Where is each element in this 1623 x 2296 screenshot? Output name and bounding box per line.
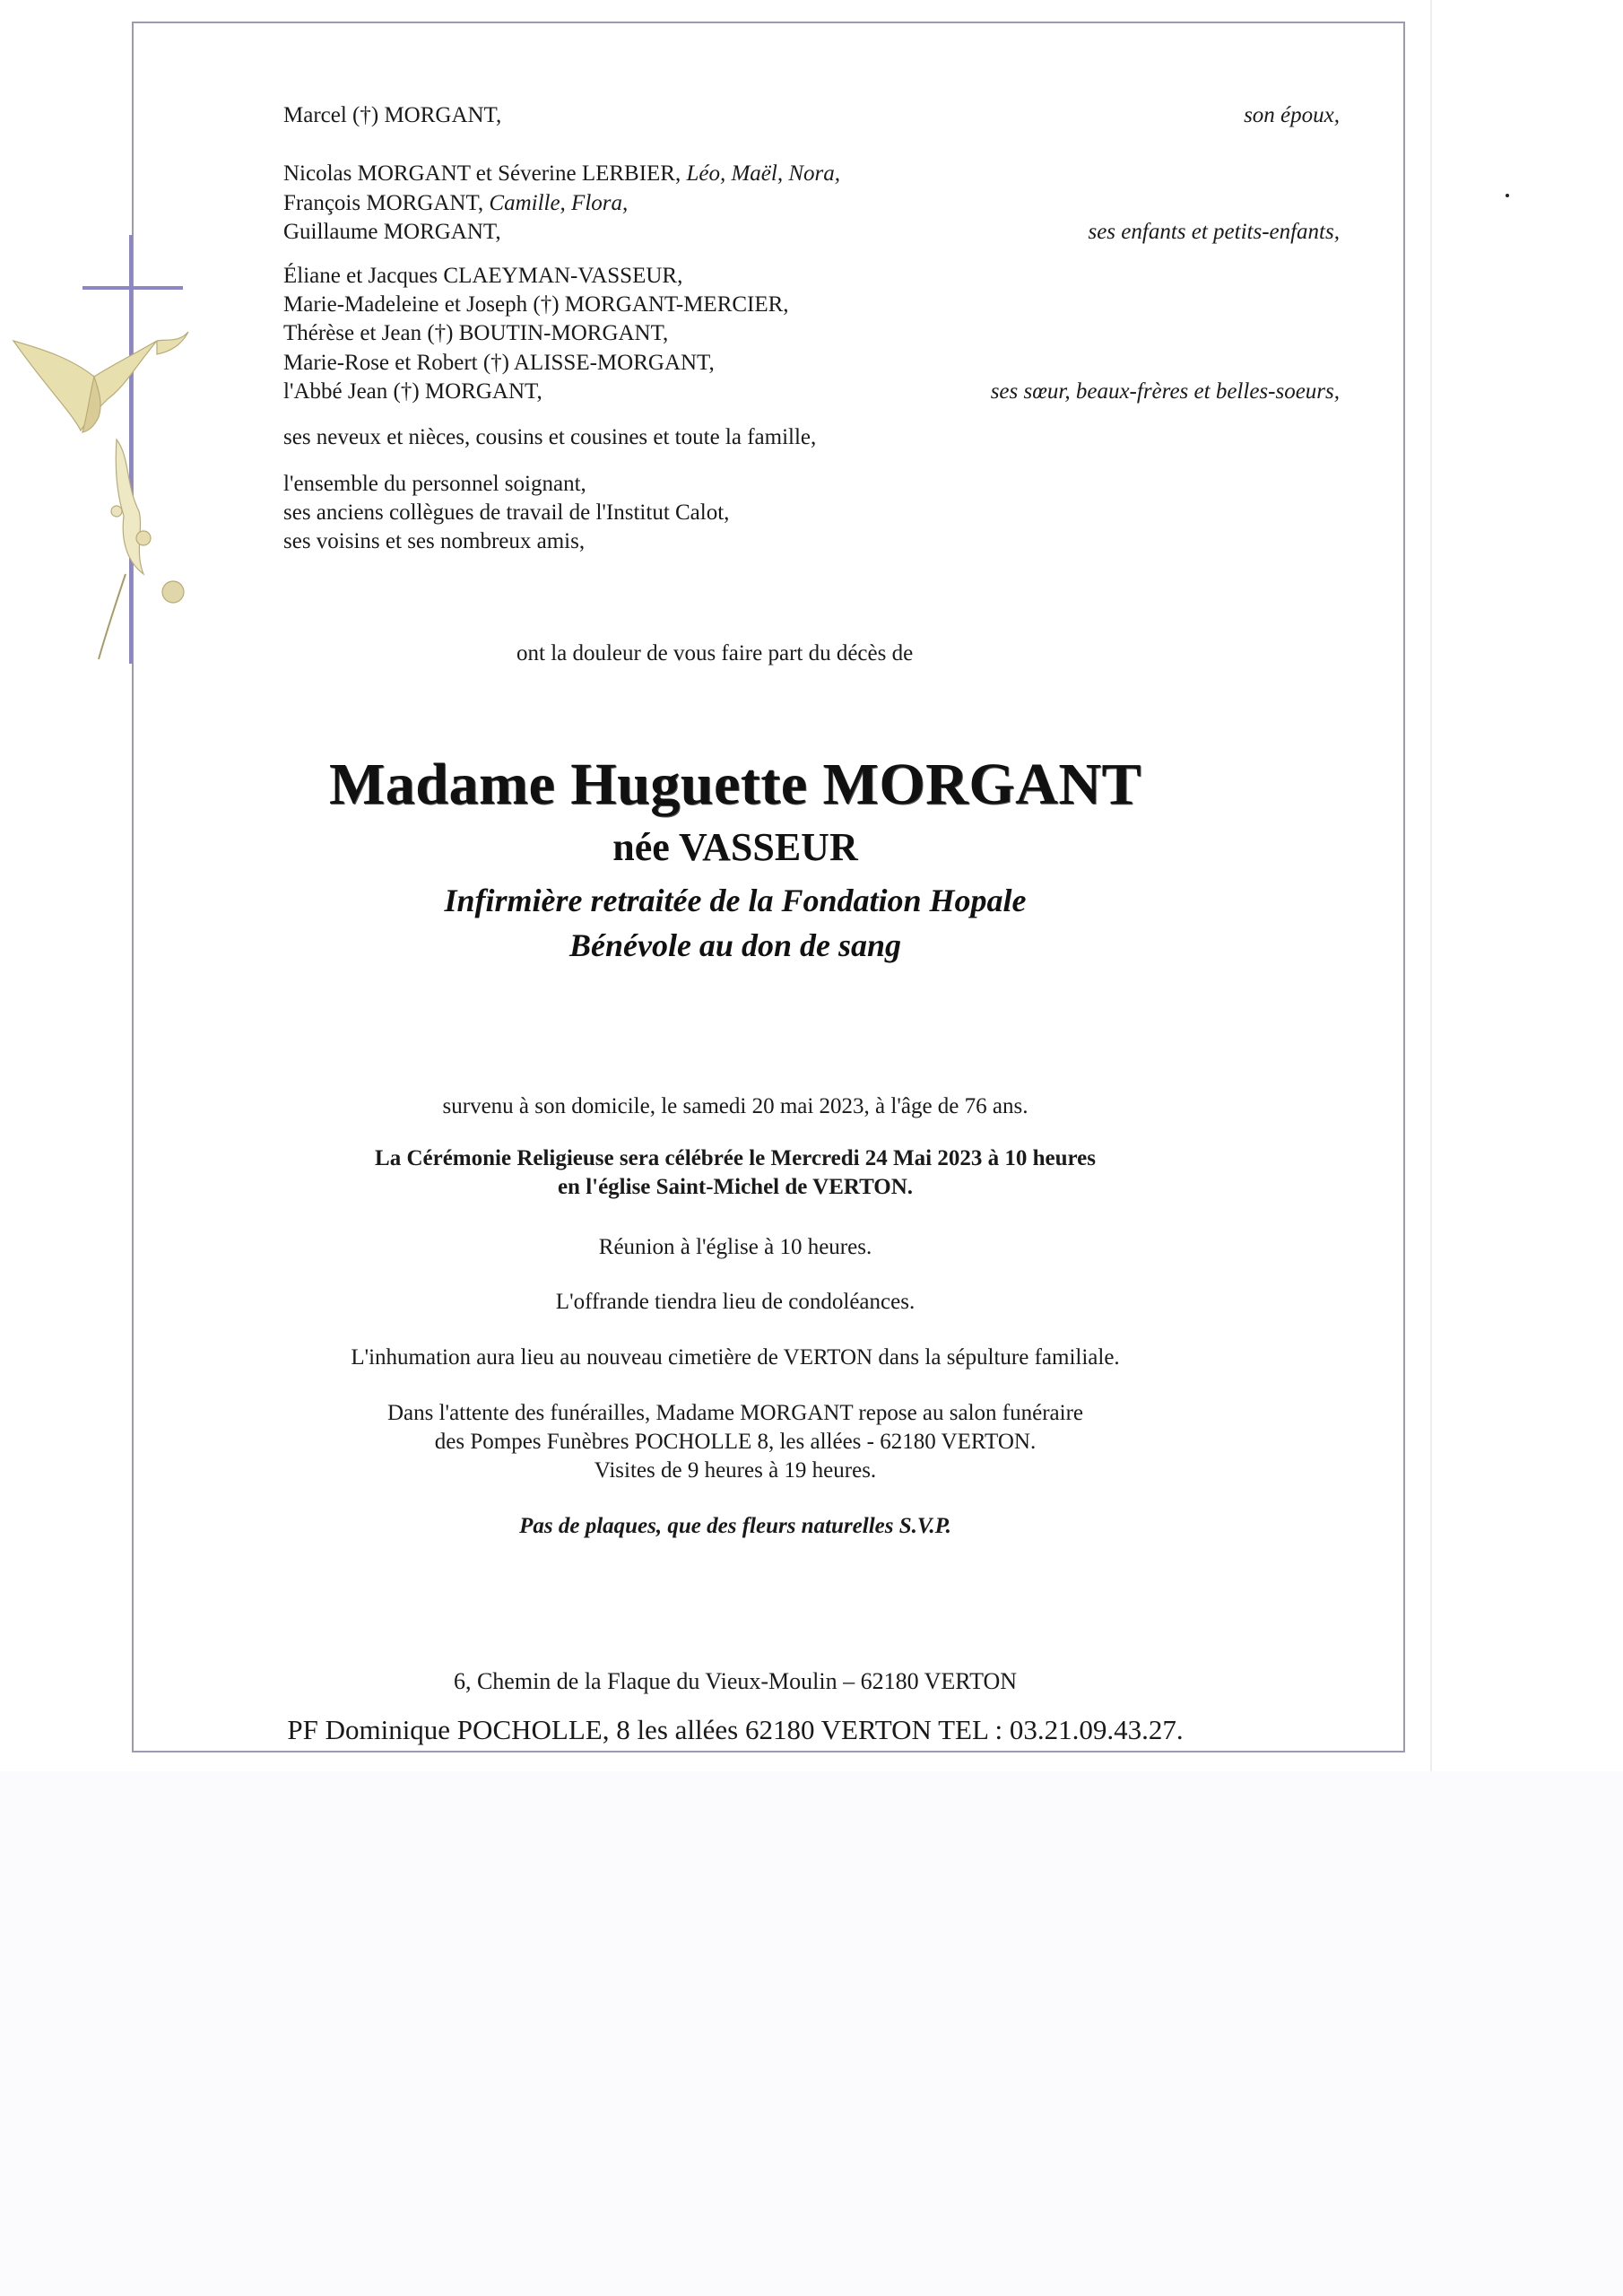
husband-names: Marcel (†) MORGANT, [283,103,502,127]
address: 6, Chemin de la Flaque du Vieux-Moulin – 62180 VERTON [453,1668,1018,1694]
rest-line-3: Visites de 9 heures à 19 heures. [594,1458,877,1483]
rest-line-2: des Pompes Funèbres POCHOLLE 8, les allées - 62180 VERTON. [434,1430,1037,1454]
ceremony-line-2: en l'église Saint-Michel de VERTON. [557,1175,914,1199]
ceremony-line-1: La Cérémonie Religieuse sera célébrée le Mercredi 24 Mai 2023 à 10 heures [375,1146,1096,1170]
maiden-name: née VASSEUR [612,825,858,869]
scan-margin [0,1771,1623,2296]
others-line: l'ensemble du personnel soignant, [283,472,586,496]
sibling-line: Marie-Madeleine et Joseph (†) MORGANT-MERCIER, [283,292,789,317]
sibling-line: l'Abbé Jean (†) MORGANT, [283,379,542,404]
cross-horizontal-bar [82,286,183,290]
others-line: ses anciens collègues de travail de l'Institut Calot, [283,500,730,525]
meeting-info: Réunion à l'église à 10 heures. [598,1235,872,1259]
deceased-name: Madame Huguette MORGANT [328,752,1142,817]
deceased-title-2: Bénévole au don de sang [568,927,901,963]
husband-relation: son époux, [1244,103,1340,127]
extended-family: ses neveux et nièces, cousins et cousines et toute la famille, [283,425,817,449]
children-relation: ses enfants et petits-enfants, [1088,220,1340,244]
dove-icon [9,305,242,664]
siblings-relation: ses sœur, beaux-frères et belles-soeurs, [990,379,1340,404]
sibling-line: Marie-Rose et Robert (†) ALISSE-MORGANT, [283,351,715,375]
grandchildren-1: Léo, Maël, Nora, [686,161,841,186]
sibling-line: Thérèse et Jean (†) BOUTIN-MORGANT, [283,321,669,345]
burial-info: L'inhumation aura lieu au nouveau cimetière de VERTON dans la sépulture familiale. [351,1345,1120,1370]
children-line-3: Guillaume MORGANT, [283,220,501,244]
scan-speck [1506,194,1509,197]
page-edge-line [1430,0,1432,1794]
children-names-1: Nicolas MORGANT et Séverine LERBIER, [283,161,687,186]
deceased-title-1: Infirmière retraitée de la Fondation Hopale [444,883,1027,918]
children-line-2 [283,189,628,217]
death-details: survenu à son domicile, le samedi 20 mai 2023, à l'âge de 76 ans. [442,1094,1028,1118]
announcement: ont la douleur de vous faire part du décès de [516,641,914,665]
others-line: ses voisins et ses nombreux amis, [283,529,586,553]
funeral-home-contact: PF Dominique POCHOLLE, 8 les allées 62180 VERTON TEL : 03.21.09.43.27. [287,1714,1184,1745]
offering-info: L'offrande tiendra lieu de condoléances. [555,1290,916,1314]
children-names-2: François MORGANT, [283,191,490,215]
sibling-line: Éliane et Jacques CLAEYMAN-VASSEUR, [283,264,683,288]
children-line-1 [283,160,840,187]
grandchildren-2: Camille, Flora, [489,191,629,215]
rest-line-1: Dans l'attente des funérailles, Madame MORGANT repose au salon funéraire [386,1401,1083,1425]
flowers-note: Pas de plaques, que des fleurs naturelles S.V.P. [519,1514,951,1538]
